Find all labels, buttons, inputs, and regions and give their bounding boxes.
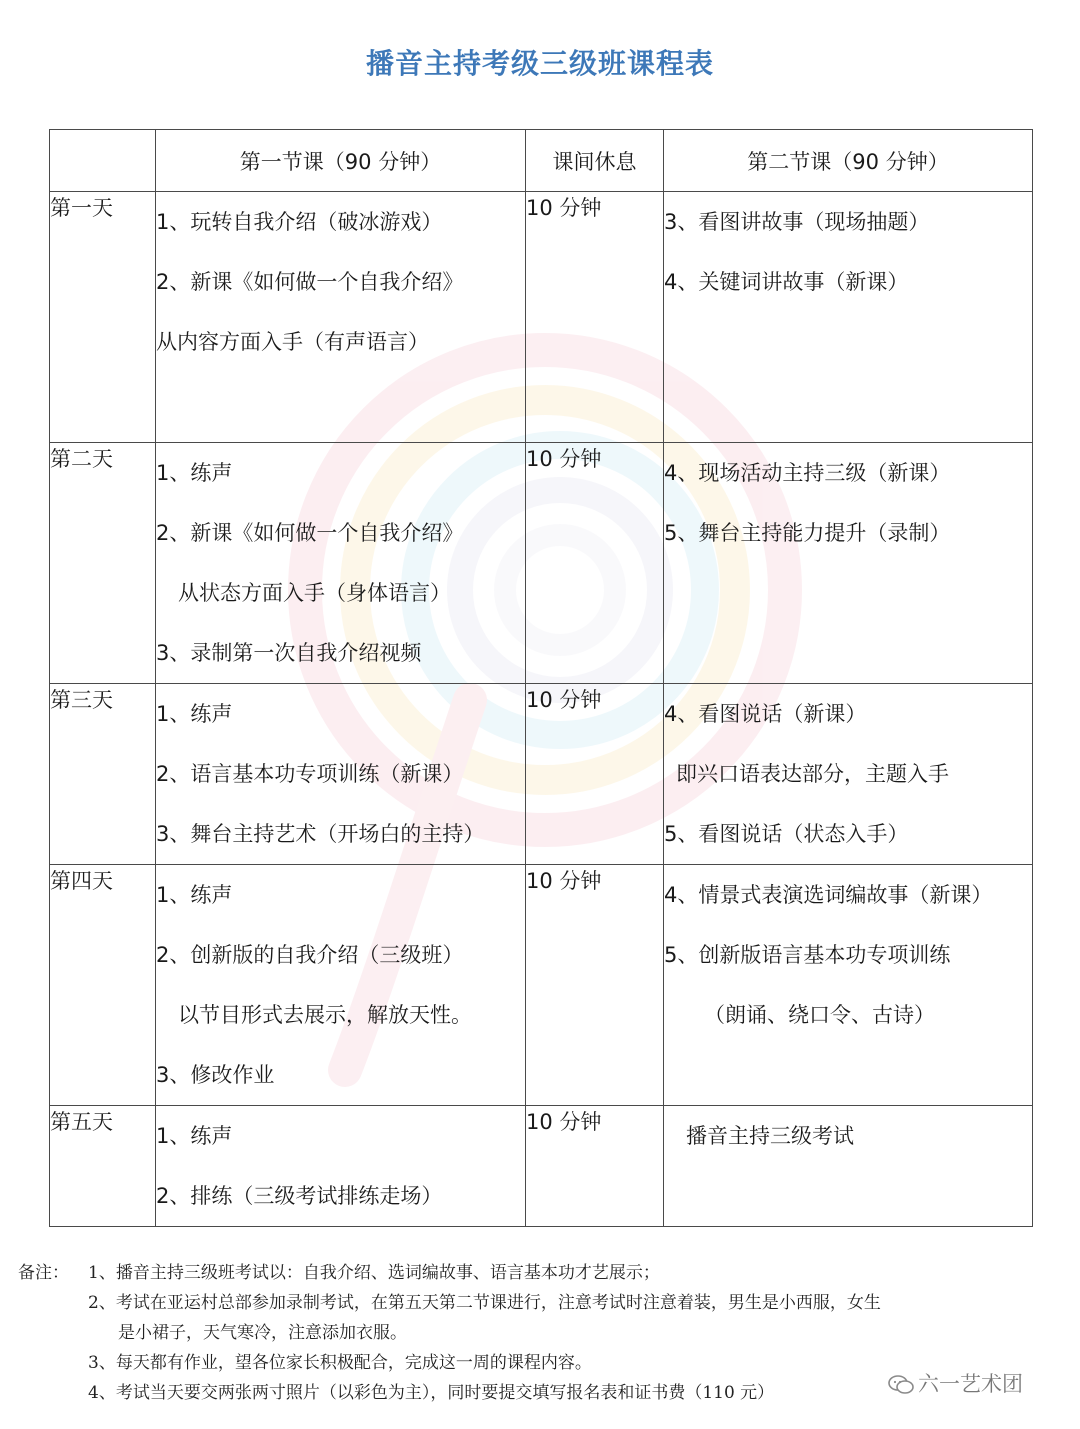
break-duration: 10 分钟	[526, 192, 664, 443]
first-session-cell	[156, 1106, 526, 1227]
day-label: 第三天	[50, 684, 156, 865]
lesson-item: 从状态方面入手（身体语言）	[178, 581, 451, 605]
lesson-item: 以节目形式去展示，解放天性。	[178, 1003, 472, 1027]
lesson-item: 5、创新版语言基本功专项训练	[664, 943, 951, 967]
notes-label: 备注：	[18, 1263, 69, 1283]
lesson-item: 播音主持三级考试	[686, 1124, 854, 1148]
brand-watermark	[888, 1368, 1023, 1398]
first-session-cell	[156, 684, 526, 865]
lesson-item: 4、看图说话（新课）	[664, 702, 867, 726]
header-first-session: 第一节课（90 分钟）	[156, 130, 526, 192]
first-session-cell	[156, 443, 526, 684]
note-item: 2、考试在亚运村总部参加录制考试，在第五天第二节课进行，注意考试时注意着装，男生是小西服，女生	[88, 1293, 881, 1313]
brand-name: 六一艺术团	[918, 1372, 1023, 1396]
lesson-item: 3、看图讲故事（现场抽题）	[664, 210, 930, 234]
day-label: 第一天	[50, 192, 156, 443]
note-item: 1、播音主持三级班考试以：自我介绍、选词编故事、语言基本功才艺展示；	[88, 1263, 660, 1283]
lesson-item: 2、创新版的自我介绍（三级班）	[156, 943, 464, 967]
lesson-item: 2、新课《如何做一个自我介绍》	[156, 270, 464, 294]
lesson-item: 3、录制第一次自我介绍视频	[156, 641, 422, 665]
page-title: 播音主持考级三级班课程表	[365, 47, 714, 80]
second-session-cell	[664, 865, 1033, 1106]
lesson-item: 5、看图说话（状态入手）	[664, 822, 909, 846]
table-row	[50, 865, 1033, 1106]
table-row	[50, 443, 1033, 684]
first-session-cell	[156, 865, 526, 1106]
table-row	[50, 684, 1033, 865]
schedule-table	[49, 129, 1033, 1227]
table-header-row	[50, 130, 1033, 192]
chat-bubble-icon	[888, 1374, 914, 1396]
lesson-item: 4、现场活动主持三级（新课）	[664, 461, 951, 485]
lesson-item: 4、关键词讲故事（新课）	[664, 270, 909, 294]
lesson-item: 从内容方面入手（有声语言）	[156, 330, 429, 354]
lesson-item: 3、舞台主持艺术（开场白的主持）	[156, 822, 485, 846]
second-session-cell	[664, 443, 1033, 684]
day-label: 第五天	[50, 1106, 156, 1227]
table-row	[50, 1106, 1033, 1227]
lesson-item: 1、练声	[156, 883, 233, 907]
note-item: 3、每天都有作业，望各位家长积极配合，完成这一周的课程内容。	[88, 1353, 592, 1373]
break-duration: 10 分钟	[526, 443, 664, 684]
lesson-item: 2、语言基本功专项训练（新课）	[156, 762, 464, 786]
lesson-item: 2、新课《如何做一个自我介绍》	[156, 521, 464, 545]
lesson-item: 2、排练（三级考试排练走场）	[156, 1184, 443, 1208]
header-break: 课间休息	[526, 130, 664, 192]
second-session-cell	[664, 1106, 1033, 1227]
day-label: 第四天	[50, 865, 156, 1106]
break-duration: 10 分钟	[526, 684, 664, 865]
lesson-item: 1、练声	[156, 461, 233, 485]
lesson-item: 即兴口语表达部分，主题入手	[676, 762, 949, 786]
lesson-item: 1、练声	[156, 1124, 233, 1148]
header-second-session: 第二节课（90 分钟）	[664, 130, 1033, 192]
break-duration: 10 分钟	[526, 1106, 664, 1227]
lesson-item: 3、修改作业	[156, 1063, 275, 1087]
lesson-item: 4、情景式表演选词编故事（新课）	[664, 883, 993, 907]
note-item-continuation: 是小裙子，天气寒冷，注意添加衣服。	[118, 1323, 407, 1343]
first-session-cell	[156, 192, 526, 443]
table-row	[50, 192, 1033, 443]
break-duration: 10 分钟	[526, 865, 664, 1106]
lesson-item: （朗诵、绕口令、古诗）	[704, 1003, 935, 1027]
second-session-cell	[664, 684, 1033, 865]
lesson-item: 1、练声	[156, 702, 233, 726]
second-session-cell	[664, 192, 1033, 443]
header-day	[50, 130, 156, 192]
lesson-item: 1、玩转自我介绍（破冰游戏）	[156, 210, 443, 234]
note-item: 4、考试当天要交两张两寸照片（以彩色为主），同时要提交填写报名表和证书费（110 元）	[88, 1383, 775, 1403]
day-label: 第二天	[50, 443, 156, 684]
lesson-item: 5、舞台主持能力提升（录制）	[664, 521, 951, 545]
